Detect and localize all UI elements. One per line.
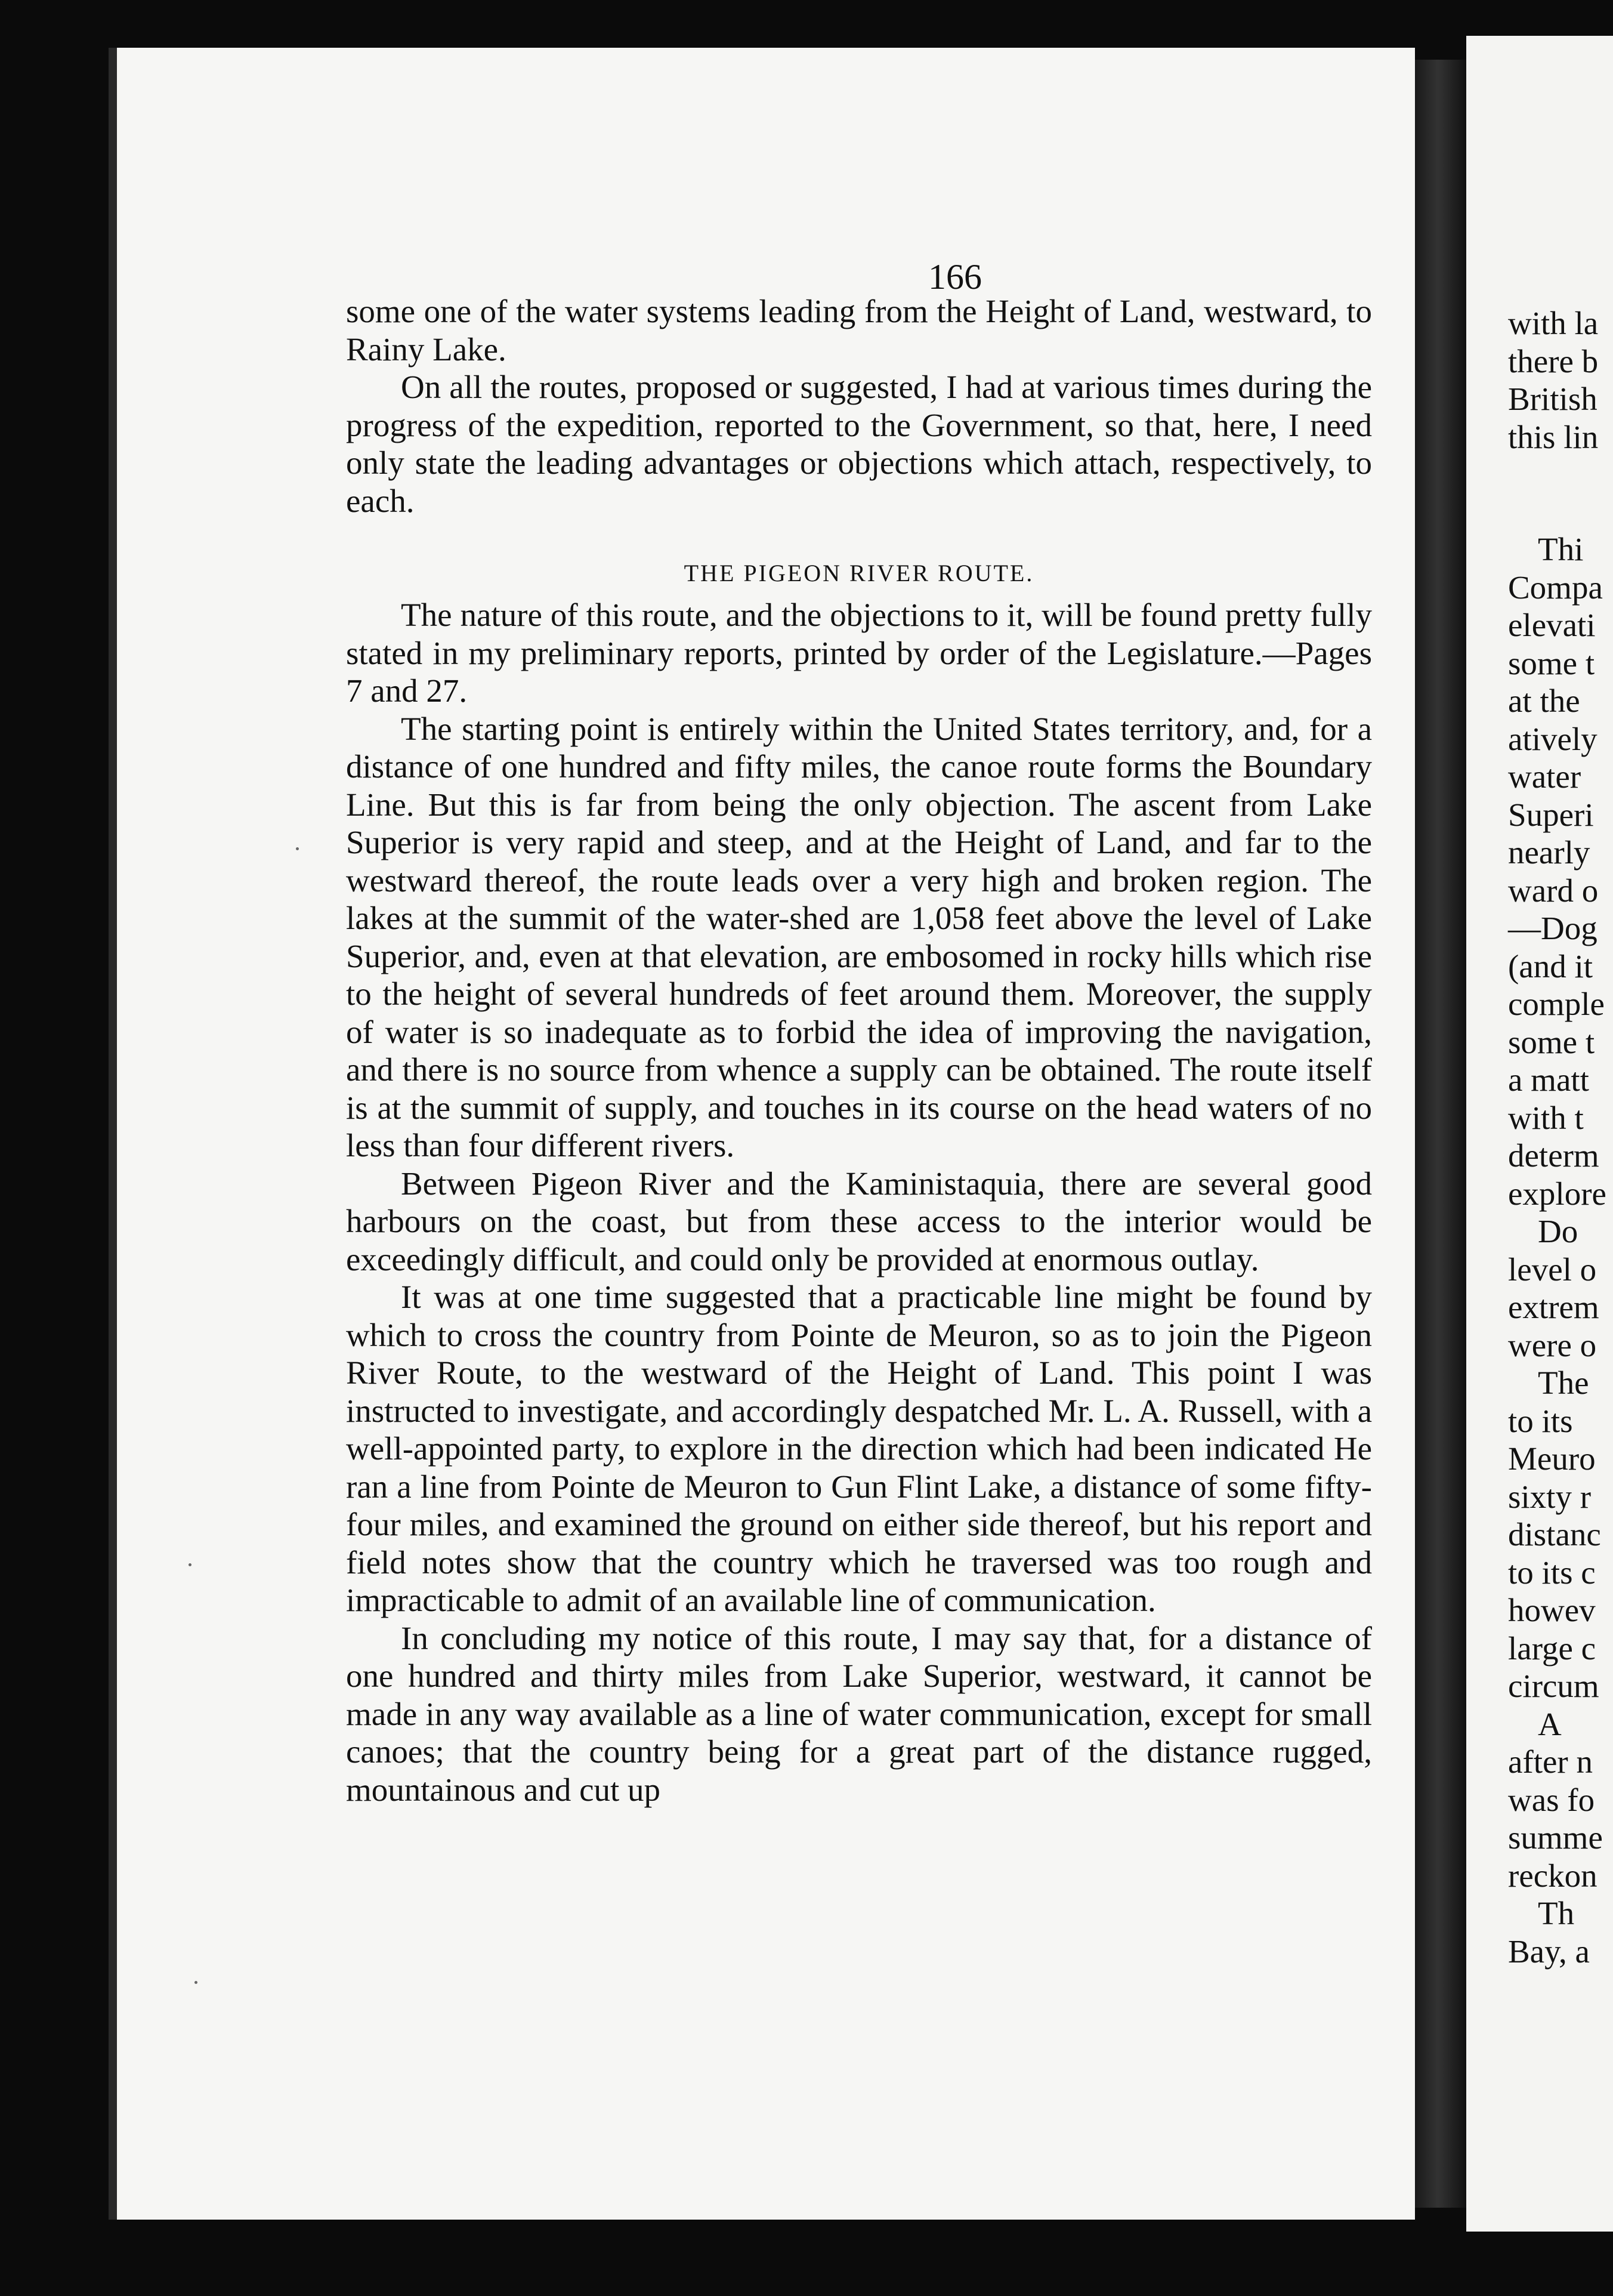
scan-speck <box>189 1563 191 1566</box>
facing-line: large c <box>1508 1630 1596 1667</box>
paragraph: On all the routes, proposed or suggested, I had at various times during the progress of the expedition, reported to the Government, so that, here, I need only state the leading advantages or objections which attach, respectively, to each. <box>346 369 1372 519</box>
facing-line: sixty r <box>1508 1478 1592 1515</box>
facing-line: with la <box>1508 305 1599 341</box>
facing-line: Th <box>1538 1895 1575 1931</box>
facing-line: after n <box>1508 1743 1593 1780</box>
paragraph: It was at one time suggested that a practicable line might be found by which to cross the country from Pointe de Meuron, so as to join the Pigeon River Route, to the westward of the Height of Land. This point I was instructed to investigate, and accordingly despatched Mr. L. A. Russell, with a well-appointed party, to explore in the direction which had been indicated He ran a line from Pointe de Meuron to Gun Flint Lake, a distance of some fifty-four miles, and examined the ground on either side thereof, but his report and field notes show that the country which he traversed was too rough and impracticable to admit of an available line of communication. <box>346 1279 1372 1618</box>
facing-line: to its <box>1508 1402 1573 1439</box>
paragraph: In concluding my notice of this route, I may say that, for a distance of one hundred and thirty miles from Lake Superior, westward, it cannot be made in any way available as a line of water communication, except for small canoes; that the country being for a great part of the distance rugged, mountainous and cut up <box>346 1619 1372 1808</box>
facing-line: howev <box>1508 1592 1596 1628</box>
paragraph: The starting point is entirely within the United States territory, and, for a distance of one hundred and fifty miles, the canoe route forms the Boundary Line. But this is far from being the only objection. The ascent from Lake Superior is very rapid and steep, and at the Height of Land, and far to the westward thereof, the route leads over a very high and broken region. The lakes at the summit of the water-shed are 1,058 feet above the level of Lake Superior, and, even at that elevation, are embosomed in rocky hills which rise to the height of several hundreds of feet around them. Moreover, the supply of water is so inadequate as to forbid the idea of improving the navigation, and there is no source from whence a supply can be obtained. The route itself is at the summit of supply, and touches in its course on the head waters of no less than four different rivers. <box>346 710 1372 1164</box>
facing-line: distanc <box>1508 1516 1601 1553</box>
facing-line: Superi <box>1508 796 1594 833</box>
facing-line: Compa <box>1508 569 1603 606</box>
facing-line: ward o <box>1508 872 1599 909</box>
facing-line: A <box>1538 1705 1562 1742</box>
section-heading: THE PIGEON RIVER ROUTE. <box>684 560 1034 587</box>
facing-line: atively <box>1508 720 1597 757</box>
facing-line: elevati <box>1508 607 1596 643</box>
paragraph: The nature of this route, and the objections to it, will be found pretty fully stated in my preliminary reports, printed by order of the Legislature.—Pages 7 and 27. <box>346 597 1372 709</box>
scan-speck <box>296 847 299 850</box>
facing-page-text <box>1508 304 1613 1970</box>
page-number: 166 <box>928 257 982 297</box>
facing-line: extrem <box>1508 1289 1599 1325</box>
facing-line: Meuro <box>1508 1440 1596 1477</box>
facing-line: British <box>1508 381 1597 417</box>
facing-line: a matt <box>1508 1061 1589 1098</box>
facing-line: —Dog <box>1508 910 1597 946</box>
facing-line: The <box>1538 1365 1589 1401</box>
facing-line: summe <box>1508 1819 1603 1856</box>
paragraph: Between Pigeon River and the Kaministaquia, there are several good harbours on the coast, but from these access to the interior would be exceedingly difficult, and could only be provided at enormous outlay. <box>346 1165 1372 1277</box>
facing-line: some t <box>1508 1023 1595 1060</box>
facing-line: at the <box>1508 683 1580 719</box>
facing-line: water <box>1508 758 1581 795</box>
facing-line: Do <box>1538 1213 1578 1249</box>
facing-line: explore <box>1508 1175 1606 1212</box>
facing-line: were o <box>1508 1326 1597 1363</box>
facing-line: there b <box>1508 342 1599 379</box>
facing-line: comple <box>1508 986 1605 1022</box>
paragraph: some one of the water systems leading from the Height of Land, westward, to Rainy Lake. <box>346 293 1372 368</box>
facing-line: circum <box>1508 1668 1599 1704</box>
facing-line: determ <box>1508 1137 1599 1174</box>
facing-line: some t <box>1508 644 1595 681</box>
facing-line: reckon <box>1508 1857 1597 1894</box>
scan-speck <box>194 1981 197 1984</box>
facing-line: Bay, a <box>1508 1933 1590 1970</box>
facing-line: nearly <box>1508 834 1590 871</box>
facing-line: (and it <box>1508 948 1593 985</box>
facing-line: was fo <box>1508 1781 1595 1818</box>
book-gutter <box>1415 60 1466 2208</box>
facing-line: with t <box>1508 1099 1584 1136</box>
facing-page <box>1466 36 1613 2232</box>
facing-gap <box>1508 456 1613 530</box>
facing-line: this lin <box>1508 418 1599 455</box>
facing-line: level o <box>1508 1251 1597 1288</box>
facing-line: to its c <box>1508 1554 1596 1591</box>
body-text <box>346 292 1372 1809</box>
facing-line: Thi <box>1538 531 1584 567</box>
